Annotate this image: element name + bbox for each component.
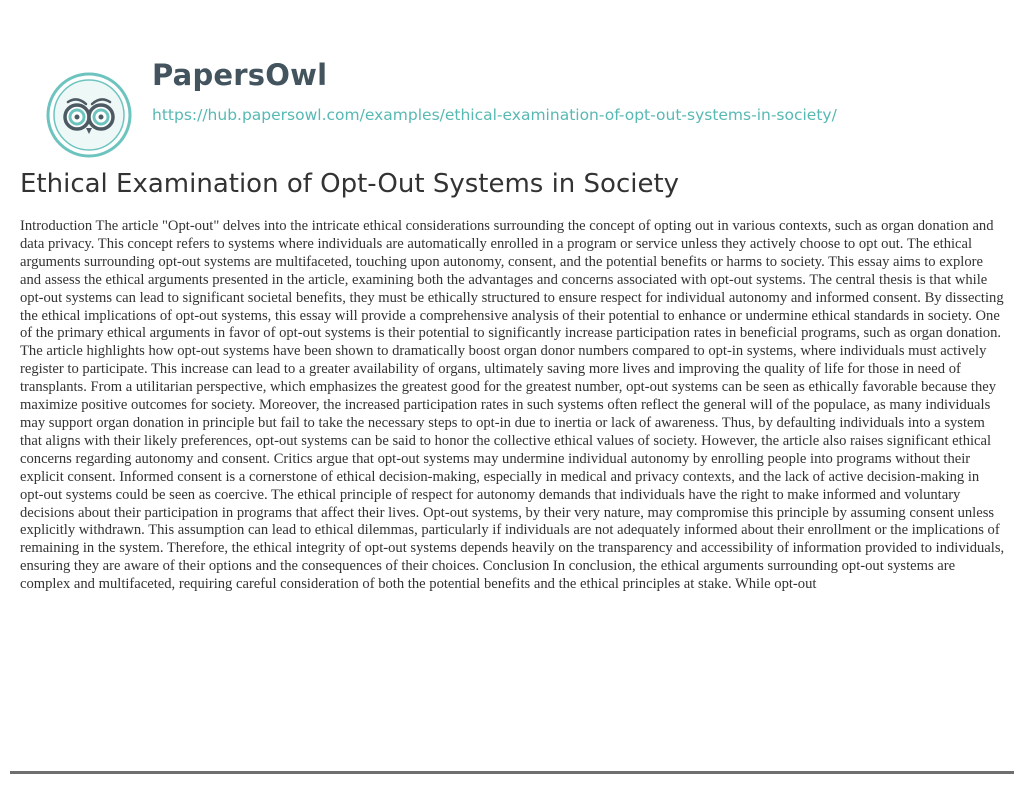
source-url-link[interactable]: https://hub.papersowl.com/examples/ethical-examination-of-opt-out-systems-in-society/ xyxy=(152,106,837,124)
document-title: Ethical Examination of Opt-Out Systems in Society xyxy=(20,169,680,199)
document-body: Introduction The article "Opt-out" delves into the intricate ethical considerations surrounding the concept of opting out in various contexts, such as organ donation and data privacy. This concept refers to systems where individuals are automatically enrolled in a program or service unless they actively choose to opt out. The ethical arguments surrounding opt-out systems are multifaceted, touching upon autonomy, consent, and the potential benefits or harms to society. This essay aims to explore and assess the ethical arguments presented in the article, examining both the advantages and concerns associated with opt-out systems. The central thesis is that while opt-out systems can lead to significant societal benefits, they must be ethically structured to ensure respect for individual autonomy and informed consent. By dissecting the ethical implications of opt-out systems, this essay will provide a comprehensive analysis of their potential to enhance or undermine ethical standards in society. One of the primary ethical arguments in favor of opt-out systems is their potential to significantly increase participation rates in beneficial programs, such as organ donation. The article highlights how opt-out systems have been shown to dramatically boost organ donor numbers compared to opt-in systems, where individuals must actively register to participate. This increase can lead to a greater availability of organs, ultimately saving more lives and improving the quality of life for those in need of transplants. From a utilitarian perspective, which emphasizes the greatest good for the greatest number, opt-out systems can be seen as ethically favorable because they maximize positive outcomes for society. Moreover, the increased participation rates in such systems often reflect the general will of the populace, as many individuals may support organ donation in principle but fail to take the necessary steps to opt-in due to inertia or lack of awareness. Thus, by defaulting individuals into a system that aligns with their likely preferences, opt-out systems can be said to honor the collective ethical values of society. However, the article also raises significant ethical concerns regarding autonomy and consent. Critics argue that opt-out systems may undermine individual autonomy by enrolling people into programs without their explicit consent. Informed consent is a cornerstone of ethical decision-making, especially in medical and privacy contexts, and the lack of active decision-making in opt-out systems could be seen as coercive. The ethical principle of respect for autonomy demands that individuals have the right to make informed and voluntary decisions about their participation in programs that affect their lives. Opt-out systems, by their very nature, may compromise this principle by assuming consent unless explicitly withdrawn. This assumption can lead to ethical dilemmas, particularly if individuals are not adequately informed about their enrollment or the implications of remaining in the system. Therefore, the ethical integrity of opt-out systems depends heavily on the transparency and accessibility of information provided to individuals, ensuring they are aware of their options and the consequences of their choices. Conclusion In conclusion, the ethical arguments surrounding opt-out systems are complex and multifaceted, requiring careful consideration of both the potential benefits and the ethical principles at stake. While opt-out xyxy=(20,218,1005,593)
footer-divider xyxy=(10,771,1014,774)
page-header xyxy=(46,34,986,144)
owl-logo-icon xyxy=(46,72,132,158)
brand-name: PapersOwl xyxy=(152,58,328,92)
